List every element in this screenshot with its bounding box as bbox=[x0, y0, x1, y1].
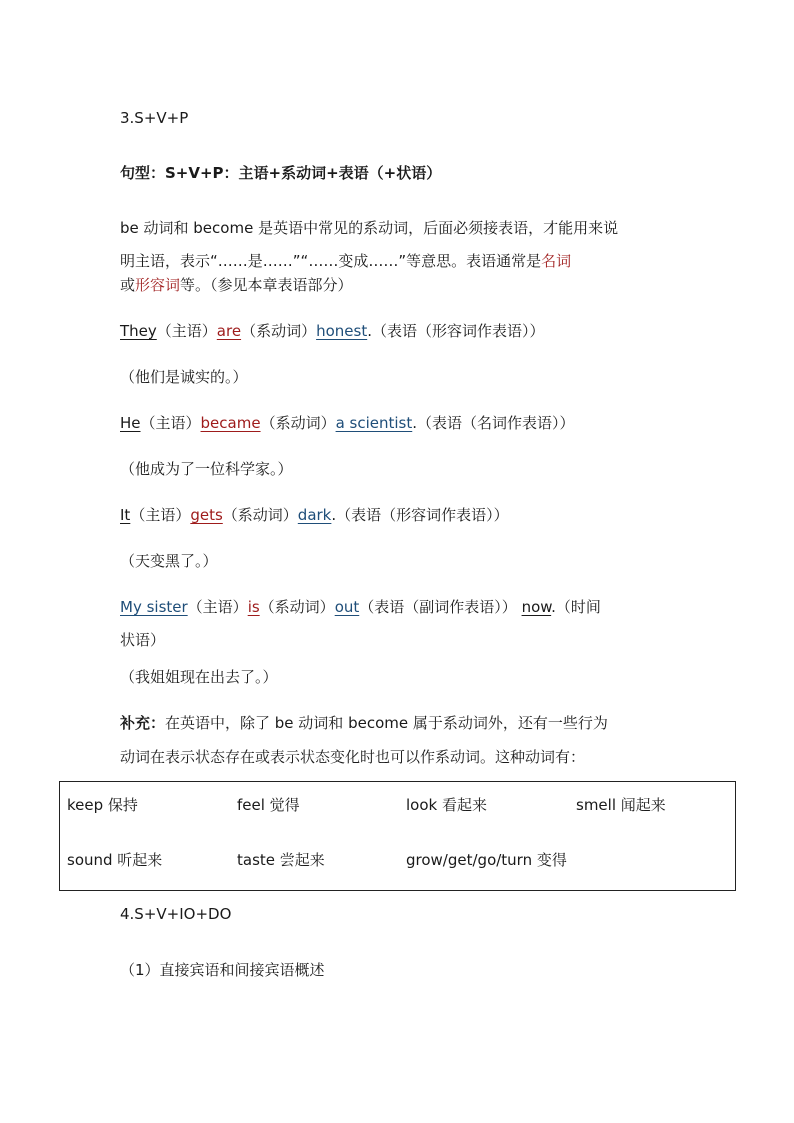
example-translation: （天变黑了。） bbox=[120, 552, 218, 570]
supplement-line-1 bbox=[120, 713, 608, 733]
intro-line-1: be 动词和 become 是英语中常见的系动词，后面必须接表语，才能用来说 bbox=[120, 219, 619, 237]
predicative-note: .（表语（形容词作表语）） bbox=[367, 322, 545, 340]
example-sentence bbox=[120, 505, 509, 525]
example-sentence bbox=[120, 413, 575, 433]
intro-line-2 bbox=[120, 251, 571, 271]
verb-cell: grow/get/go/turn 变得 bbox=[406, 851, 567, 869]
subject: My sister bbox=[120, 598, 188, 616]
verb-cell: sound 听起来 bbox=[67, 851, 163, 869]
adverbial-note: .（时间 bbox=[551, 598, 601, 616]
subject-note: （主语） bbox=[187, 598, 248, 616]
verb-cell: keep 保持 bbox=[67, 796, 138, 814]
predicative-note: （表语（副词作表语）） bbox=[359, 598, 517, 616]
linking-verb: gets bbox=[190, 506, 223, 524]
verb-note: （系动词） bbox=[241, 322, 317, 340]
verb-note: （系动词） bbox=[260, 414, 336, 432]
predicative: honest bbox=[316, 322, 368, 340]
predicative: out bbox=[334, 598, 360, 616]
intro-line-3-or: 或 bbox=[120, 276, 136, 294]
example-sentence-continued: 状语） bbox=[120, 631, 166, 649]
verb-note: （系动词） bbox=[222, 506, 298, 524]
supplement-line-2: 动词在表示状态存在或表示状态变化时也可以作系动词。这种动词有： bbox=[120, 748, 586, 766]
predicative: a scientist bbox=[335, 414, 413, 432]
section4-subheading: （1）直接宾语和间接宾语概述 bbox=[120, 961, 325, 979]
linking-verb: is bbox=[247, 598, 260, 616]
section4-heading: 4.S+V+IO+DO bbox=[120, 905, 232, 923]
intro-line-3 bbox=[120, 275, 353, 295]
linking-verb: are bbox=[216, 322, 242, 340]
supplement-label: 补充： bbox=[120, 714, 166, 732]
noun-term: 名词 bbox=[541, 252, 572, 270]
example-translation: （我姐姐现在出去了。） bbox=[120, 668, 278, 686]
predicative: dark bbox=[297, 506, 332, 524]
subject-note: （主语） bbox=[156, 322, 217, 340]
verb-cell: taste 尝起来 bbox=[237, 851, 325, 869]
subject-note: （主语） bbox=[130, 506, 191, 524]
subject: It bbox=[120, 506, 131, 524]
subject: They bbox=[120, 322, 157, 340]
verb-cell: feel 觉得 bbox=[237, 796, 300, 814]
predicative-note: .（表语（名词作表语）） bbox=[412, 414, 575, 432]
intro-line-2-text: 明主语，表示“……是……”“……变成……”等意思。表语通常是 bbox=[120, 252, 542, 270]
example-translation: （他成为了一位科学家。） bbox=[120, 460, 293, 478]
verb-cell: look 看起来 bbox=[406, 796, 487, 814]
adjective-term: 形容词 bbox=[135, 276, 181, 294]
sentence-pattern: 句型：S+V+P：主语+系动词+表语（+状语） bbox=[120, 164, 442, 182]
verb-cell: smell 闻起来 bbox=[576, 796, 666, 814]
predicative-note: .（表语（形容词作表语）） bbox=[331, 506, 509, 524]
supplement-text: 在英语中，除了 be 动词和 become 属于系动词外，还有一些行为 bbox=[165, 714, 608, 732]
verb-note: （系动词） bbox=[259, 598, 335, 616]
subject-note: （主语） bbox=[140, 414, 201, 432]
subject: He bbox=[120, 414, 141, 432]
example-sentence bbox=[120, 321, 544, 341]
example-translation: （他们是诚实的。） bbox=[120, 368, 248, 386]
adverbial: now bbox=[521, 598, 552, 616]
linking-verb: became bbox=[200, 414, 261, 432]
example-sentence bbox=[120, 597, 601, 617]
section3-heading: 3.S+V+P bbox=[120, 109, 189, 127]
linking-verb-table bbox=[59, 781, 736, 891]
intro-line-3-rest: 等。（参见本章表语部分） bbox=[180, 276, 353, 294]
